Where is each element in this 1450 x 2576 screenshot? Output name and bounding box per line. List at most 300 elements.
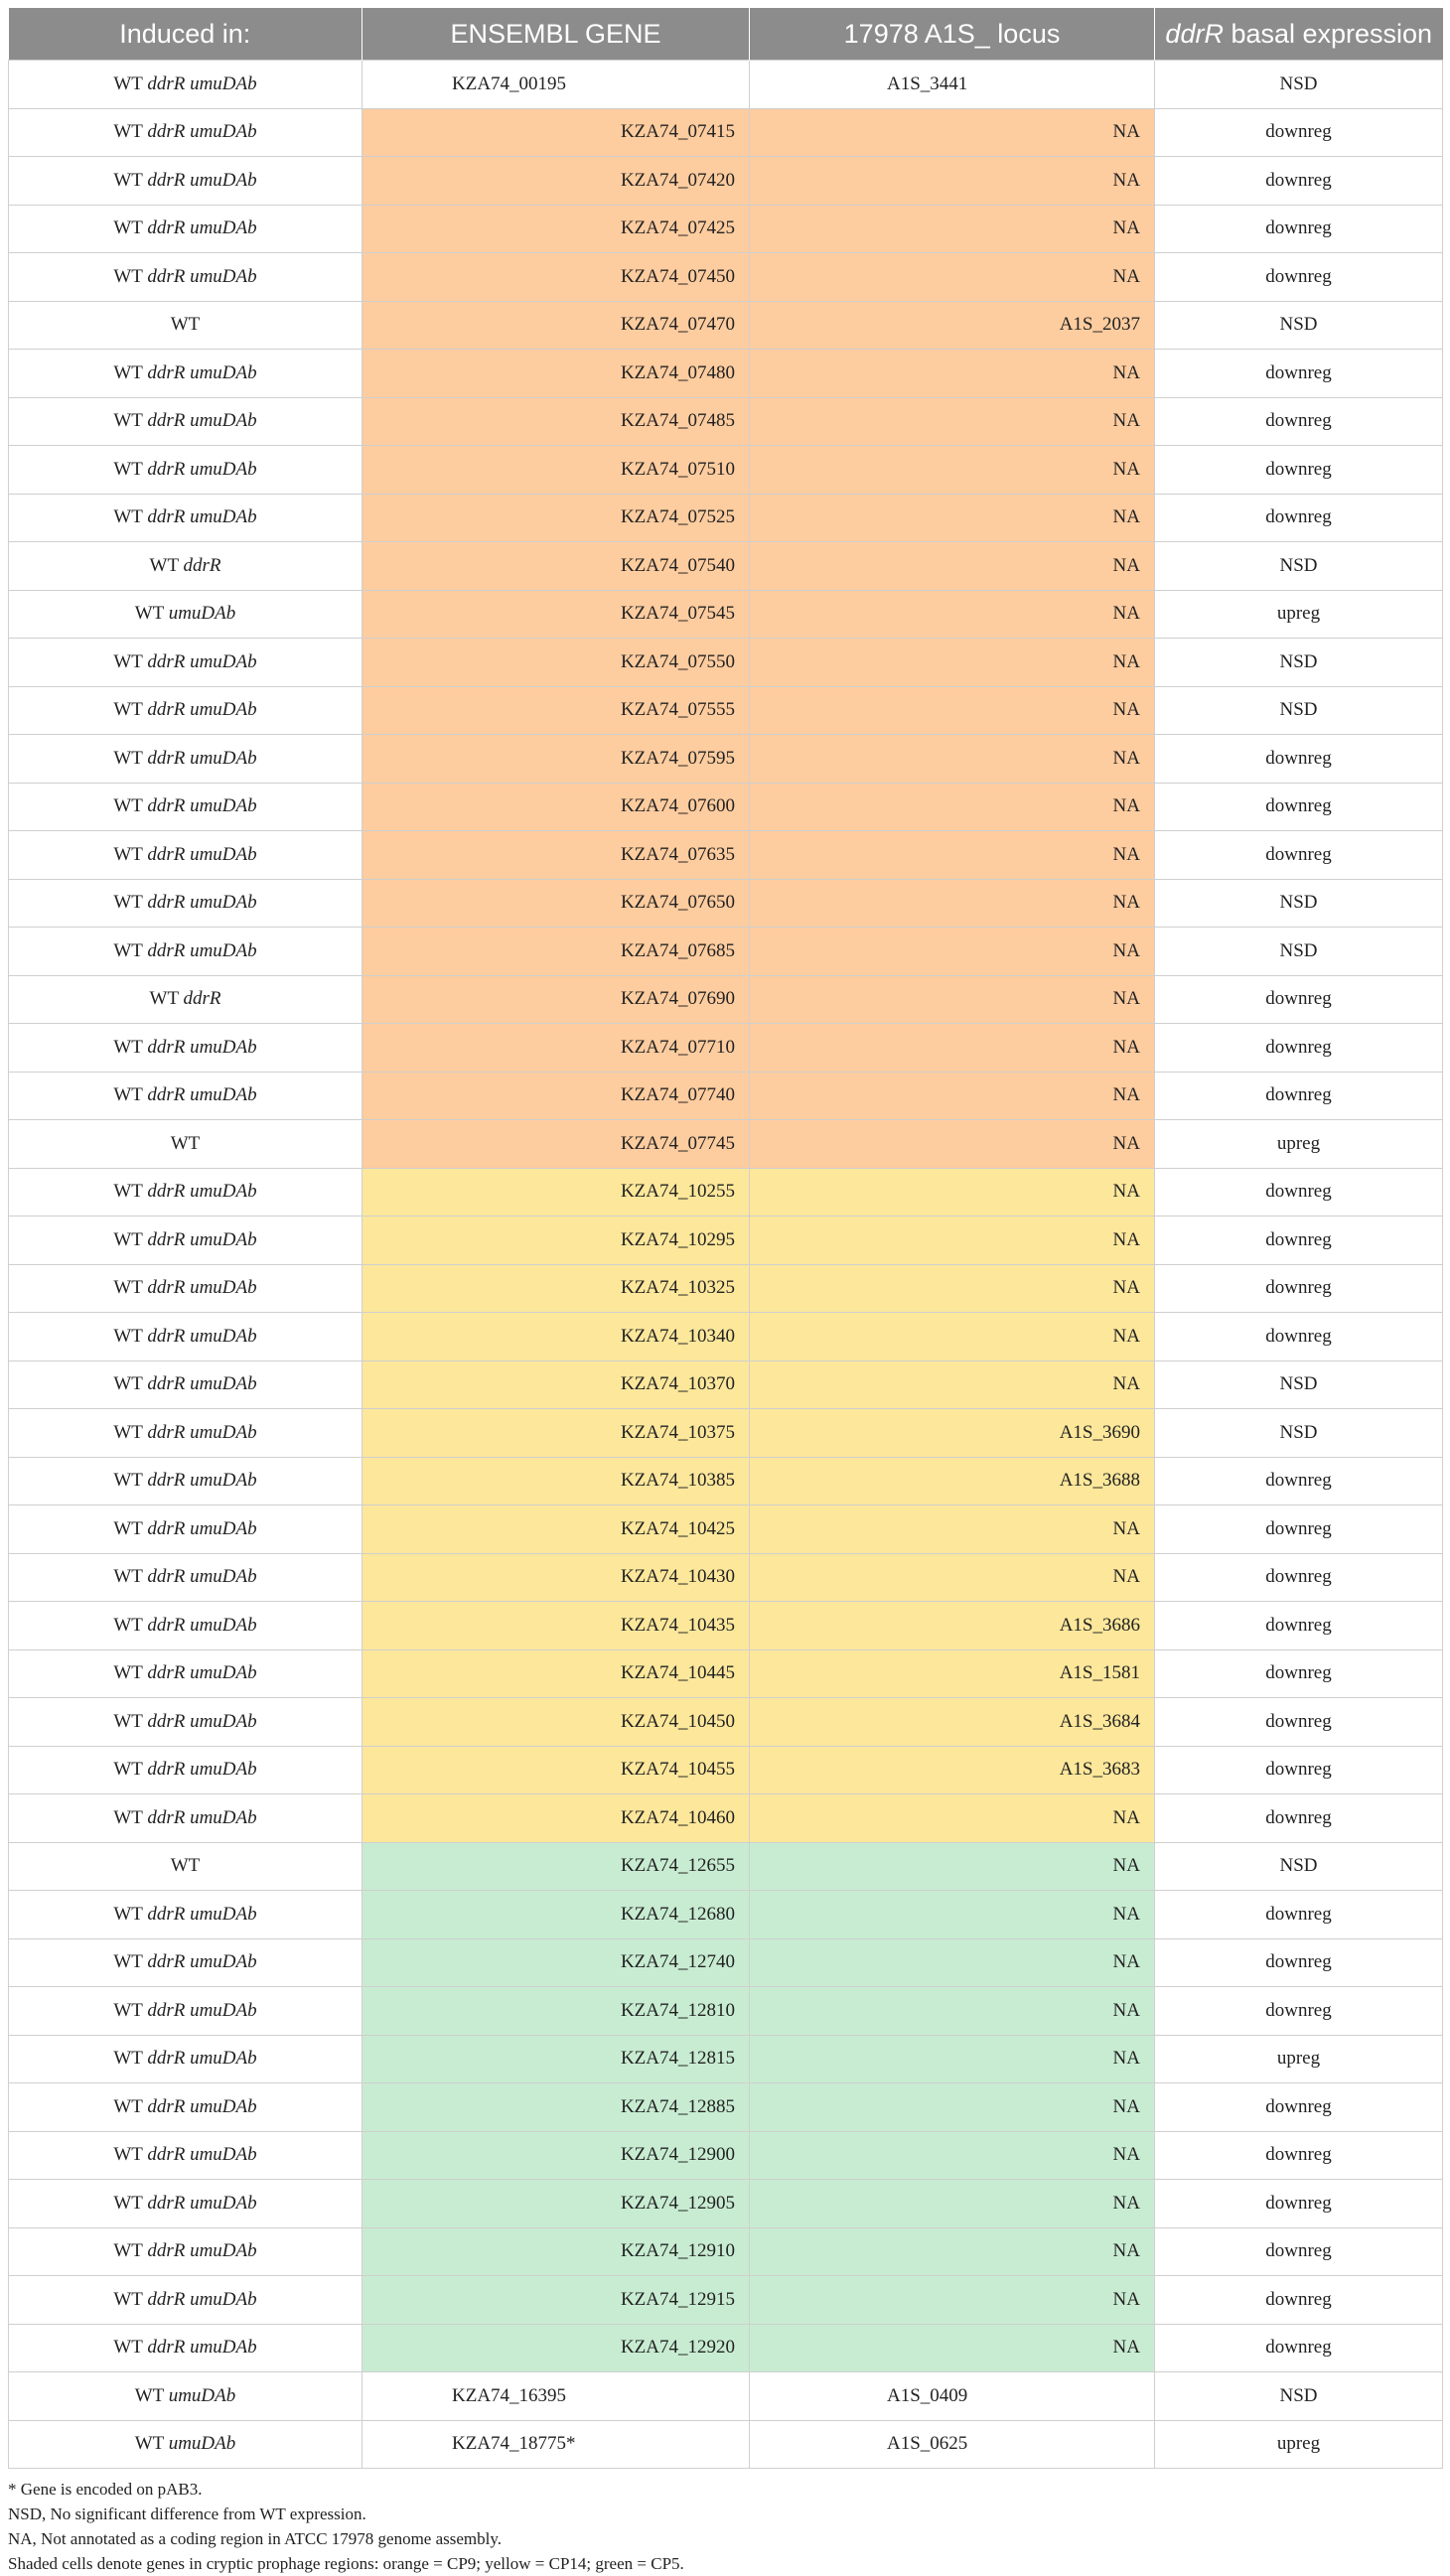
- induced-in-cell: [9, 879, 362, 928]
- induced-wt-text: WT: [113, 2095, 143, 2117]
- induced-wt-text: WT: [113, 2144, 143, 2166]
- basal-expression-cell: downreg: [1155, 1553, 1443, 1602]
- a1s-locus-cell: NA: [750, 1891, 1155, 1939]
- ensembl-gene-cell: KZA74_07635: [362, 831, 750, 880]
- footnote: NA, Not annotated as a coding region in ATCC 17978 genome assembly.: [8, 2529, 503, 2548]
- ensembl-gene-cell: KZA74_07545: [362, 590, 750, 639]
- a1s-locus-cell: NA: [750, 1264, 1155, 1313]
- basal-expression-cell: NSD: [1155, 1842, 1443, 1891]
- induced-mutant-text: ddrR umuDAb: [147, 458, 257, 480]
- ensembl-gene-cell: KZA74_18775*: [362, 2420, 750, 2469]
- table-row: [9, 1024, 1443, 1073]
- table-row: [9, 735, 1443, 784]
- induced-in-cell: [9, 1842, 362, 1891]
- table-row: [9, 1987, 1443, 2036]
- table-row: [9, 590, 1443, 639]
- basal-expression-cell: downreg: [1155, 1313, 1443, 1361]
- induced-mutant-text: ddrR umuDAb: [147, 1325, 257, 1347]
- ensembl-gene-cell: KZA74_10435: [362, 1602, 750, 1650]
- induced-mutant-text: ddrR umuDAb: [147, 1373, 257, 1395]
- induced-wt-text: WT: [113, 458, 143, 480]
- table-row: [9, 1746, 1443, 1794]
- induced-mutant-text: ddrR umuDAb: [147, 795, 257, 817]
- table-row: [9, 446, 1443, 495]
- induced-wt-text: WT: [113, 1662, 143, 1684]
- ensembl-gene-cell: KZA74_07540: [362, 542, 750, 591]
- ensembl-gene-cell: KZA74_07480: [362, 350, 750, 398]
- induced-in-cell: [9, 2324, 362, 2372]
- a1s-locus-cell: NA: [750, 2035, 1155, 2083]
- ensembl-gene-cell: KZA74_07710: [362, 1024, 750, 1073]
- basal-expression-cell: downreg: [1155, 2227, 1443, 2276]
- induced-mutant-text: umuDAb: [168, 2433, 236, 2455]
- ensembl-gene-cell: KZA74_10255: [362, 1168, 750, 1216]
- induced-mutant-text: ddrR umuDAb: [147, 217, 257, 239]
- ensembl-gene-cell: KZA74_12740: [362, 1938, 750, 1987]
- ensembl-gene-cell: KZA74_12680: [362, 1891, 750, 1939]
- induced-in-cell: [9, 1072, 362, 1120]
- a1s-locus-cell: NA: [750, 686, 1155, 735]
- induced-mutant-text: ddrR umuDAb: [147, 1566, 257, 1588]
- basal-expression-cell: upreg: [1155, 2035, 1443, 2083]
- induced-in-cell: [9, 1264, 362, 1313]
- table-row: [9, 1409, 1443, 1458]
- a1s-locus-cell: NA: [750, 2180, 1155, 2228]
- induced-in-cell: [9, 1024, 362, 1073]
- induced-wt-text: WT: [134, 2433, 164, 2455]
- induced-wt-text: WT: [113, 2192, 143, 2214]
- table-row: [9, 1553, 1443, 1602]
- header-row: [9, 8, 1443, 61]
- a1s-locus-cell: NA: [750, 108, 1155, 157]
- table-row: [9, 2131, 1443, 2180]
- induced-wt-text: WT: [113, 1614, 143, 1636]
- induced-wt-text: WT: [113, 795, 143, 817]
- induced-in-cell: [9, 1120, 362, 1169]
- induced-wt-text: WT: [113, 2048, 143, 2070]
- induced-wt-text: WT: [113, 1421, 143, 1443]
- induced-in-cell: [9, 1794, 362, 1843]
- induced-in-cell: [9, 831, 362, 880]
- a1s-locus-cell: NA: [750, 157, 1155, 206]
- induced-wt-text: WT: [113, 1759, 143, 1781]
- ensembl-gene-cell: KZA74_10450: [362, 1698, 750, 1747]
- basal-expression-cell: NSD: [1155, 928, 1443, 976]
- basal-expression-cell: NSD: [1155, 879, 1443, 928]
- induced-in-cell: [9, 2131, 362, 2180]
- table-row: [9, 1216, 1443, 1265]
- basal-expression-cell: downreg: [1155, 397, 1443, 446]
- induced-wt-text: WT: [113, 1566, 143, 1588]
- a1s-locus-cell: NA: [750, 1842, 1155, 1891]
- table-row: [9, 2180, 1443, 2228]
- induced-mutant-text: ddrR umuDAb: [147, 2240, 257, 2262]
- a1s-locus-cell: NA: [750, 350, 1155, 398]
- basal-expression-cell: NSD: [1155, 2372, 1443, 2421]
- table-row: [9, 1168, 1443, 1216]
- induced-wt-text: WT: [113, 217, 143, 239]
- induced-wt-text: WT: [113, 1084, 143, 1106]
- induced-in-cell: [9, 2083, 362, 2132]
- a1s-locus-cell: NA: [750, 1938, 1155, 1987]
- induced-wt-text: WT: [170, 314, 201, 336]
- a1s-locus-cell: NA: [750, 1024, 1155, 1073]
- a1s-locus-cell: NA: [750, 1794, 1155, 1843]
- a1s-locus-cell: NA: [750, 397, 1155, 446]
- induced-mutant-text: ddrR umuDAb: [147, 892, 257, 914]
- basal-expression-cell: downreg: [1155, 1505, 1443, 1554]
- table-row: [9, 1072, 1443, 1120]
- induced-mutant-text: ddrR umuDAb: [147, 1999, 257, 2021]
- ensembl-gene-cell: KZA74_07685: [362, 928, 750, 976]
- ensembl-gene-cell: KZA74_07510: [362, 446, 750, 495]
- induced-mutant-text: ddrR: [183, 554, 221, 576]
- basal-expression-cell: downreg: [1155, 1216, 1443, 1265]
- induced-in-cell: [9, 1602, 362, 1650]
- basal-expression-cell: downreg: [1155, 494, 1443, 542]
- a1s-locus-cell: NA: [750, 1360, 1155, 1409]
- ensembl-gene-cell: KZA74_07550: [362, 639, 750, 687]
- induced-in-cell: [9, 928, 362, 976]
- a1s-locus-cell: A1S_0409: [750, 2372, 1155, 2421]
- ensembl-gene-cell: KZA74_16395: [362, 2372, 750, 2421]
- induced-wt-text: WT: [149, 988, 179, 1010]
- basal-expression-cell: downreg: [1155, 1024, 1443, 1073]
- induced-wt-text: WT: [113, 1277, 143, 1299]
- basal-expression-cell: downreg: [1155, 253, 1443, 302]
- induced-mutant-text: ddrR umuDAb: [147, 506, 257, 528]
- induced-in-cell: [9, 1746, 362, 1794]
- header-ensembl-gene: ENSEMBL GENE: [362, 8, 750, 61]
- induced-wt-text: WT: [113, 2240, 143, 2262]
- induced-in-cell: [9, 446, 362, 495]
- table-row: [9, 2324, 1443, 2372]
- table-row: [9, 1698, 1443, 1747]
- basal-expression-cell: downreg: [1155, 1891, 1443, 1939]
- header-ddrr-basal-expression: [1155, 8, 1443, 61]
- induced-in-cell: [9, 205, 362, 253]
- a1s-locus-cell: A1S_2037: [750, 301, 1155, 350]
- header-ddrr-italic: ddrR: [1165, 18, 1224, 49]
- a1s-locus-cell: NA: [750, 1987, 1155, 2036]
- ensembl-gene-cell: KZA74_10460: [362, 1794, 750, 1843]
- induced-in-cell: [9, 1649, 362, 1698]
- induced-mutant-text: ddrR: [183, 988, 221, 1010]
- a1s-locus-cell: A1S_3441: [750, 61, 1155, 109]
- induced-mutant-text: ddrR umuDAb: [147, 1710, 257, 1732]
- basal-expression-cell: NSD: [1155, 301, 1443, 350]
- induced-in-cell: [9, 1891, 362, 1939]
- table-row: [9, 1120, 1443, 1169]
- induced-mutant-text: ddrR umuDAb: [147, 1181, 257, 1203]
- table-row: [9, 1842, 1443, 1891]
- basal-expression-cell: downreg: [1155, 1938, 1443, 1987]
- a1s-locus-cell: NA: [750, 494, 1155, 542]
- table-row: [9, 831, 1443, 880]
- table-row: [9, 1264, 1443, 1313]
- basal-expression-cell: upreg: [1155, 1120, 1443, 1169]
- induced-wt-text: WT: [113, 747, 143, 769]
- induced-wt-text: WT: [113, 72, 143, 94]
- table-row: [9, 1891, 1443, 1939]
- induced-wt-text: WT: [113, 1228, 143, 1250]
- ensembl-gene-cell: KZA74_07450: [362, 253, 750, 302]
- induced-in-cell: [9, 1457, 362, 1505]
- induced-wt-text: WT: [113, 939, 143, 961]
- basal-expression-cell: downreg: [1155, 1649, 1443, 1698]
- a1s-locus-cell: A1S_3684: [750, 1698, 1155, 1747]
- header-induced-in: Induced in:: [9, 8, 362, 61]
- ensembl-gene-cell: KZA74_07745: [362, 1120, 750, 1169]
- basal-expression-cell: downreg: [1155, 2083, 1443, 2132]
- table-row: [9, 494, 1443, 542]
- a1s-locus-cell: NA: [750, 2131, 1155, 2180]
- induced-wt-text: WT: [113, 506, 143, 528]
- basal-expression-cell: downreg: [1155, 2180, 1443, 2228]
- table-row: [9, 1457, 1443, 1505]
- induced-wt-text: WT: [113, 1806, 143, 1828]
- induced-in-cell: [9, 1698, 362, 1747]
- a1s-locus-cell: NA: [750, 205, 1155, 253]
- a1s-locus-cell: NA: [750, 975, 1155, 1024]
- a1s-locus-cell: NA: [750, 1072, 1155, 1120]
- footnote: Shaded cells denote genes in cryptic prophage regions: orange = CP9; yellow = CP14; green = CP5.: [8, 2554, 684, 2573]
- a1s-locus-cell: A1S_3688: [750, 1457, 1155, 1505]
- induced-in-cell: [9, 2276, 362, 2325]
- induced-wt-text: WT: [113, 169, 143, 191]
- ensembl-gene-cell: KZA74_07595: [362, 735, 750, 784]
- table-row: [9, 783, 1443, 831]
- a1s-locus-cell: NA: [750, 2083, 1155, 2132]
- a1s-locus-cell: NA: [750, 1168, 1155, 1216]
- induced-mutant-text: ddrR umuDAb: [147, 1277, 257, 1299]
- induced-in-cell: [9, 542, 362, 591]
- ensembl-gene-cell: KZA74_07525: [362, 494, 750, 542]
- basal-expression-cell: downreg: [1155, 1457, 1443, 1505]
- basal-expression-cell: NSD: [1155, 542, 1443, 591]
- basal-expression-cell: downreg: [1155, 783, 1443, 831]
- ensembl-gene-cell: KZA74_07600: [362, 783, 750, 831]
- induced-in-cell: [9, 1313, 362, 1361]
- induced-mutant-text: ddrR umuDAb: [147, 699, 257, 721]
- induced-wt-text: WT: [113, 1036, 143, 1058]
- induced-wt-text: WT: [113, 1373, 143, 1395]
- induced-mutant-text: ddrR umuDAb: [147, 72, 257, 94]
- table-row: [9, 1794, 1443, 1843]
- table-row: [9, 2035, 1443, 2083]
- table-row: [9, 2372, 1443, 2421]
- basal-expression-cell: downreg: [1155, 1987, 1443, 2036]
- ensembl-gene-cell: KZA74_10445: [362, 1649, 750, 1698]
- ensembl-gene-cell: KZA74_10370: [362, 1360, 750, 1409]
- induced-mutant-text: ddrR umuDAb: [147, 1470, 257, 1492]
- induced-in-cell: [9, 735, 362, 784]
- ensembl-gene-cell: KZA74_07740: [362, 1072, 750, 1120]
- header-basal-expression-text: basal expression: [1223, 18, 1433, 49]
- induced-mutant-text: ddrR umuDAb: [147, 650, 257, 672]
- induced-wt-text: WT: [113, 699, 143, 721]
- induced-mutant-text: ddrR umuDAb: [147, 1228, 257, 1250]
- basal-expression-cell: NSD: [1155, 1409, 1443, 1458]
- table-footnotes: [8, 2477, 1442, 2576]
- table-row: [9, 975, 1443, 1024]
- basal-expression-cell: downreg: [1155, 157, 1443, 206]
- induced-mutant-text: ddrR umuDAb: [147, 2337, 257, 2359]
- basal-expression-cell: downreg: [1155, 735, 1443, 784]
- basal-expression-cell: downreg: [1155, 975, 1443, 1024]
- ensembl-gene-cell: KZA74_10325: [362, 1264, 750, 1313]
- a1s-locus-cell: NA: [750, 542, 1155, 591]
- induced-in-cell: [9, 2227, 362, 2276]
- induced-mutant-text: umuDAb: [168, 2384, 236, 2406]
- table-row: [9, 1313, 1443, 1361]
- induced-mutant-text: ddrR umuDAb: [147, 2048, 257, 2070]
- induced-in-cell: [9, 1987, 362, 2036]
- induced-in-cell: [9, 1938, 362, 1987]
- ensembl-gene-cell: KZA74_10430: [362, 1553, 750, 1602]
- induced-in-cell: [9, 397, 362, 446]
- table-container: [8, 8, 1442, 2576]
- induced-wt-text: WT: [134, 603, 164, 625]
- ensembl-gene-cell: KZA74_07555: [362, 686, 750, 735]
- induced-in-cell: [9, 108, 362, 157]
- ensembl-gene-cell: KZA74_10340: [362, 1313, 750, 1361]
- basal-expression-cell: downreg: [1155, 1698, 1443, 1747]
- table-row: [9, 542, 1443, 591]
- induced-in-cell: [9, 2372, 362, 2421]
- table-row: [9, 253, 1443, 302]
- basal-expression-cell: NSD: [1155, 686, 1443, 735]
- ensembl-gene-cell: KZA74_07415: [362, 108, 750, 157]
- induced-in-cell: [9, 157, 362, 206]
- a1s-locus-cell: NA: [750, 1120, 1155, 1169]
- induced-in-cell: [9, 686, 362, 735]
- induced-wt-text: WT: [113, 1999, 143, 2021]
- ensembl-gene-cell: KZA74_07650: [362, 879, 750, 928]
- table-row: [9, 61, 1443, 109]
- table-row: [9, 1360, 1443, 1409]
- induced-in-cell: [9, 1553, 362, 1602]
- induced-mutant-text: ddrR umuDAb: [147, 843, 257, 865]
- table-row: [9, 879, 1443, 928]
- induced-wt-text: WT: [113, 1903, 143, 1925]
- a1s-locus-cell: NA: [750, 928, 1155, 976]
- induced-in-cell: [9, 1409, 362, 1458]
- induced-mutant-text: ddrR umuDAb: [147, 361, 257, 383]
- basal-expression-cell: downreg: [1155, 1264, 1443, 1313]
- ensembl-gene-cell: KZA74_12915: [362, 2276, 750, 2325]
- induced-in-cell: [9, 590, 362, 639]
- induced-in-cell: [9, 350, 362, 398]
- induced-wt-text: WT: [113, 1517, 143, 1539]
- basal-expression-cell: downreg: [1155, 2131, 1443, 2180]
- induced-in-cell: [9, 975, 362, 1024]
- induced-mutant-text: ddrR umuDAb: [147, 747, 257, 769]
- a1s-locus-cell: A1S_3686: [750, 1602, 1155, 1650]
- basal-expression-cell: downreg: [1155, 446, 1443, 495]
- induced-wt-text: WT: [113, 892, 143, 914]
- basal-expression-cell: downreg: [1155, 831, 1443, 880]
- induced-in-cell: [9, 1216, 362, 1265]
- basal-expression-cell: downreg: [1155, 1746, 1443, 1794]
- ensembl-gene-cell: KZA74_12815: [362, 2035, 750, 2083]
- table-row: [9, 301, 1443, 350]
- induced-mutant-text: ddrR umuDAb: [147, 2192, 257, 2214]
- table-row: [9, 2227, 1443, 2276]
- table-row: [9, 686, 1443, 735]
- table-row: [9, 350, 1443, 398]
- table-row: [9, 1938, 1443, 1987]
- a1s-locus-cell: NA: [750, 1505, 1155, 1554]
- table-row: [9, 108, 1443, 157]
- ensembl-gene-cell: KZA74_10385: [362, 1457, 750, 1505]
- induced-mutant-text: ddrR umuDAb: [147, 1903, 257, 1925]
- induced-wt-text: WT: [113, 2288, 143, 2310]
- basal-expression-cell: downreg: [1155, 350, 1443, 398]
- induced-mutant-text: ddrR umuDAb: [147, 121, 257, 143]
- induced-mutant-text: ddrR umuDAb: [147, 1036, 257, 1058]
- induced-mutant-text: ddrR umuDAb: [147, 2144, 257, 2166]
- ensembl-gene-cell: KZA74_07485: [362, 397, 750, 446]
- basal-expression-cell: downreg: [1155, 1794, 1443, 1843]
- induced-in-cell: [9, 1505, 362, 1554]
- basal-expression-cell: downreg: [1155, 1168, 1443, 1216]
- induced-wt-text: WT: [113, 265, 143, 287]
- induced-mutant-text: ddrR umuDAb: [147, 1662, 257, 1684]
- ensembl-gene-cell: KZA74_12885: [362, 2083, 750, 2132]
- induced-wt-text: WT: [113, 1325, 143, 1347]
- basal-expression-cell: NSD: [1155, 61, 1443, 109]
- table-row: [9, 397, 1443, 446]
- a1s-locus-cell: A1S_0625: [750, 2420, 1155, 2469]
- induced-mutant-text: ddrR umuDAb: [147, 1084, 257, 1106]
- ensembl-gene-cell: KZA74_07425: [362, 205, 750, 253]
- table-row: [9, 1602, 1443, 1650]
- basal-expression-cell: NSD: [1155, 639, 1443, 687]
- induced-in-cell: [9, 2180, 362, 2228]
- table-row: [9, 2276, 1443, 2325]
- a1s-locus-cell: NA: [750, 253, 1155, 302]
- induced-wt-text: WT: [113, 410, 143, 432]
- a1s-locus-cell: A1S_3690: [750, 1409, 1155, 1458]
- table-row: [9, 639, 1443, 687]
- table-body: [9, 61, 1443, 2469]
- ensembl-gene-cell: KZA74_12900: [362, 2131, 750, 2180]
- table-row: [9, 2083, 1443, 2132]
- basal-expression-cell: NSD: [1155, 1360, 1443, 1409]
- basal-expression-cell: downreg: [1155, 2324, 1443, 2372]
- a1s-locus-cell: A1S_3683: [750, 1746, 1155, 1794]
- ensembl-gene-cell: KZA74_07420: [362, 157, 750, 206]
- a1s-locus-cell: NA: [750, 446, 1155, 495]
- induced-wt-text: WT: [113, 121, 143, 143]
- induced-in-cell: [9, 301, 362, 350]
- header-a1s-locus: 17978 A1S_ locus: [750, 8, 1155, 61]
- induced-wt-text: WT: [170, 1855, 201, 1877]
- ensembl-gene-cell: KZA74_12920: [362, 2324, 750, 2372]
- footnote: NSD, No significant difference from WT expression.: [8, 2504, 366, 2523]
- basal-expression-cell: downreg: [1155, 1072, 1443, 1120]
- a1s-locus-cell: NA: [750, 879, 1155, 928]
- induced-mutant-text: ddrR umuDAb: [147, 1759, 257, 1781]
- a1s-locus-cell: NA: [750, 735, 1155, 784]
- table-row: [9, 205, 1443, 253]
- induced-mutant-text: ddrR umuDAb: [147, 1614, 257, 1636]
- induced-wt-text: WT: [113, 1181, 143, 1203]
- ensembl-gene-cell: KZA74_12810: [362, 1987, 750, 2036]
- ensembl-gene-cell: KZA74_10375: [362, 1409, 750, 1458]
- footnote: * Gene is encoded on pAB3.: [8, 2480, 203, 2499]
